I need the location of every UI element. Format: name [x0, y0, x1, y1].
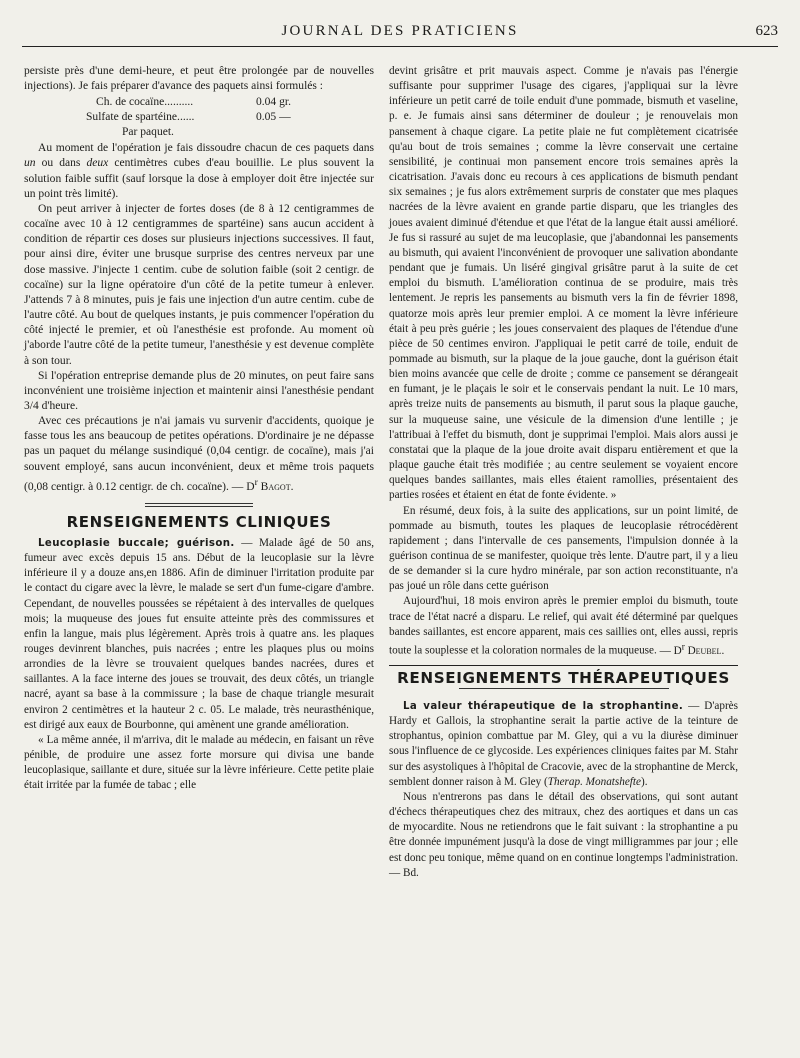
- page-number: 623: [755, 23, 778, 39]
- runin-heading: Leucoplasie buccale; guérison.: [38, 537, 235, 549]
- italic-text: Therap. Monatshefte: [547, 775, 641, 788]
- paragraph: [24, 141, 374, 202]
- text-run: ).: [641, 775, 648, 788]
- formula-note: Par paquet.: [122, 126, 174, 139]
- signature-name: Deubel.: [687, 644, 725, 657]
- italic-text: deux: [86, 157, 109, 170]
- text-run: Aujourd'hui, 18 mois environ après le premier emploi du bismuth, toute trace de l'état nacré a disparu. Le relief, qui avait été déterminé par quelques bandes saillantes, est encore apparent, mais ces saillies ont, elles aussi, repris toute la souplesse et la coloration normales de la muqueuse.: [389, 595, 738, 657]
- paragraph: [389, 594, 738, 658]
- formula-label: Sulfate de spartéine......: [86, 111, 195, 124]
- paragraph: En résumé, deux fois, à la suite des applications, sur un point limité, de pommade au bismuth, toutes les plaques de leucoplasie rétrocédèrent rapidement ; dans l'intervalle de ces pansements, l'impulsion donnée à la guérison continua de se manifester, quoique très lente. D'autre part, il y a lieu de se demander si la cure hydro minérale, par son action reconstituante, n'a pas joué un rôle dans cette guérison: [389, 504, 738, 593]
- formula-row: [24, 110, 374, 125]
- text-run: Au moment de l'opération je fais dissoudre chacun de ces paquets dans: [38, 142, 374, 155]
- right-column: [389, 64, 738, 881]
- signature-dash: — D: [659, 644, 682, 657]
- signature-sup: r: [254, 476, 258, 488]
- paragraph: [24, 414, 374, 495]
- signature-sup: r: [681, 641, 685, 652]
- journal-title: JOURNAL DES PRATICIENS: [281, 23, 519, 39]
- page-header: [22, 22, 778, 44]
- divider-rule: [145, 503, 253, 504]
- paragraph: devint grisâtre et prit mauvais aspect. Comme je n'avais pas l'énergie suffisante pour supprimer l'usage des cigares, j'appliquai sur la lèvre inférieure un petit carré de toile enduit d'une pommade, bismuth et vaseline, p. e. Je fumais ainsi sans déterminer de douleur ; je renouvelais mon pansement à chaque cigare. La petite plaie ne fut complètement cicatrisée qu'au bout de trois semaines ; comme la lèvre conservait une certaine sensibilité, je continuai mon pansement encore trois semaines après la cicatrisation. J'avais donc eu recours à ces applications de bismuth pendant six semaines ; je fus alors extrêmement surpris de constater que mes plaques nacrées de la lèvre avaient en grande partie disparu, que les triangles des joues avaient diminué d'étendue et que l'état de la langue était aussi amélioré. Je fus si rassuré au sujet de ma leucoplasie, que j'abandonnai les pansements au bismuth, qui avaient l'inconvénient de provoquer une salivation abondante pendant que je fumais. Un liséré gingival grisâtre parut à la suite de cet emploi du bismuth. L'amélioration continua de se produire, mais très lentement. Je repris les pansements au bismuth vers la fin de février 1898, quatorze mois après leur premier emploi. A ce moment la lèvre inférieure était à peu près guérie ; les joues conservaient des plaques de l'étendue d'une pièce de 50 centimes environ. J'appliquai le petit carré de toile, enduit de pommade au bismuth, sur la plaque de la joue gauche, dont la guérison était bien moins avancée que celle de droite ; comme ce pansement se dérangeait en fumant, je le plaçais le soir et le conservais pendant la nuit. Le 10 mars, après treize nuits de pansements au bismuth, il parut sous la plaque gauche, sur la muqueuse saine, une vésicule de la dimension d'une lentille ; je l'attribuai à l'effet du bismuth, dont je supprimai l'emploi. Mais alors aussi je constatai que la plaque de la joue droite avait disparu entièrement et que la plaque gauche était très modifiée ; au centre seulement se voyaient encore quelques bandes saillantes, mais elles étaient ramollies, présentaient des parties rosées et étaient en état de fonte évidente. »: [389, 65, 738, 502]
- italic-text: un: [24, 157, 36, 170]
- section-heading: RENSEIGNEMENTS CLINIQUES: [66, 512, 332, 531]
- left-column: [24, 64, 374, 794]
- text-run: — D'après Hardy et Gallois, la strophantine serait la partie active de la teinture de strophantus, opinion combattue par M. Gley, qui a vu la diurèse diminuer sous l'influence de ce glycoside. Les expériences cliniques faites par M. Stahr sur des asystoliques à l'hôpital de Cracovie, avec de la strophantine de Merck, semblent donner raison à M. Gley (: [389, 699, 738, 788]
- text-run: ou dans: [41, 157, 81, 170]
- section-heading: RENSEIGNEMENTS THÉRAPEUTIQUES: [397, 668, 730, 687]
- header-rule: [22, 46, 778, 47]
- signature-name: Bagot.: [260, 480, 294, 493]
- section-divider: [389, 665, 738, 666]
- text-run: Avec ces précautions je n'ai jamais vu survenir d'accidents, quoique je fasse tous les ans beaucoup de petites opérations. D'ordinaire je ne dépasse pas un paquet du mélange susindiqué (0,04 centigr. de cocaïne), mais j'ai souvent employé, sans aucun inconvénient, deux et même trois paquets (0,08 centigr. à 0.12 centigr. de ch. cocaïne).: [24, 415, 374, 493]
- paragraph: On peut arriver à injecter de fortes doses (de 8 à 12 centigrammes de cocaïne avec 10 à 12 centigrammes de spartéine) sans aucun accident à condition de répartir ces doses sur plusieurs injections successives. Il faut, pour ainsi dire, éviter une brusque surprise des centres nerveux par une dose massive. J'injecte 1 centim. cube de solution faible (soit 2 centigr. de cocaïne) sur la ligne opératoire d'un côté de la petite tumeur à enlever. J'attends 7 à 8 minutes, puis je fais une injection d'un autre centim. cube de l'autre côté. Au bout de quelques instants, je puis commencer l'opération du côté injecté le premier, et où l'anesthésie est profonde. Au moment où j'aborde l'autre côté de la petite tumeur, l'anesthésie y est devenue complète à son tour.: [24, 202, 374, 367]
- divider-rule: [459, 688, 669, 689]
- text-run: Nous n'entrerons pas dans le détail des observations, qui sont autant d'échecs thérapeutiques chez des mitraux, chez des aortiques et dans un cas de myocardite. Nous ne retiendrons que le fait suivant : la strophantine a pu être donnée impunément jusqu'à la dose de vingt milligrammes par jour ; elle est donc peu tonique, même quand on en continue longtemps l'administration.: [389, 790, 738, 864]
- formula-row: [24, 95, 374, 110]
- text-run: — Malade âgé de 50 ans, fumeur avec excès depuis 15 ans. Début de la leucoplasie sur la lèvre inférieure il y a douze ans,en 1886. Afin de diminuer l'irritation produite par le contact du cigare avec la lèvre, le malade se sert d'un fume-cigare d'ambre. Cependant, de nouvelles poussées se répétaient à des intervalles de quelques mois; la muqueuse des joues fut ensuite atteinte près des commissures et enfin la langue, mais plus légèrement. Après trois à quatre ans. les plaques rouges devinrent blanches, puis nacrées ; entre les plaques plus ou moins arrondies de la lèvre se trouvaient quelques bandes nacrées, dures et saillantes. A la face interne des joues se trouvait, des deux côtés, un triangle nacré, ayant sa base à la commissure ; la base de chaque triangle mesurait environ 2 centimètres et la hauteur 2 c. 05. Le malade, très neurasthénique, est dirigé aux eaux de Bourbonne, qui amènent une grande amélioration.: [24, 536, 374, 731]
- formula-value: 0.04 gr.: [256, 96, 291, 109]
- paragraph: [24, 536, 374, 733]
- runin-heading: La valeur thérapeutique de la strophantine.: [403, 700, 684, 712]
- paragraph: persiste près d'une demi-heure, et peut être prolongée par de nouvelles injections). Je fais préparer d'avance des paquets ainsi formulés :: [24, 65, 374, 93]
- section-divider: [24, 503, 374, 507]
- signature-dash: — D: [231, 480, 255, 493]
- author-signature: — Bd.: [389, 866, 419, 879]
- author-signature: [231, 476, 294, 493]
- author-signature: [659, 641, 725, 657]
- formula: [24, 95, 374, 141]
- formula-value: 0.05 —: [256, 111, 291, 124]
- paragraph: [389, 699, 738, 790]
- divider-rule: [145, 506, 253, 507]
- paragraph: « La même année, il m'arriva, dit le malade au médecin, en faisant un rêve pénible, de produire une assez forte morsure qui divisa une bande leucoplasique, saillante et dure, située sur la lèvre inférieure. Cette petite plaie était irritée par la fumée de tabac ; elle: [24, 733, 374, 792]
- formula-label: Ch. de cocaïne..........: [96, 96, 194, 109]
- paragraph: [389, 790, 738, 881]
- paragraph: Si l'opération entreprise demande plus de 20 minutes, on peut faire sans inconvénient une troisième injection et maintenir ainsi l'anesthésie pendant 3/4 d'heure.: [24, 369, 374, 412]
- text-run: centimètres cubes d'eau bouillie. Le plus souvent la solution faible suffit (sauf lorsque la dose à employer doit être injectée sur un point très limité).: [24, 157, 374, 200]
